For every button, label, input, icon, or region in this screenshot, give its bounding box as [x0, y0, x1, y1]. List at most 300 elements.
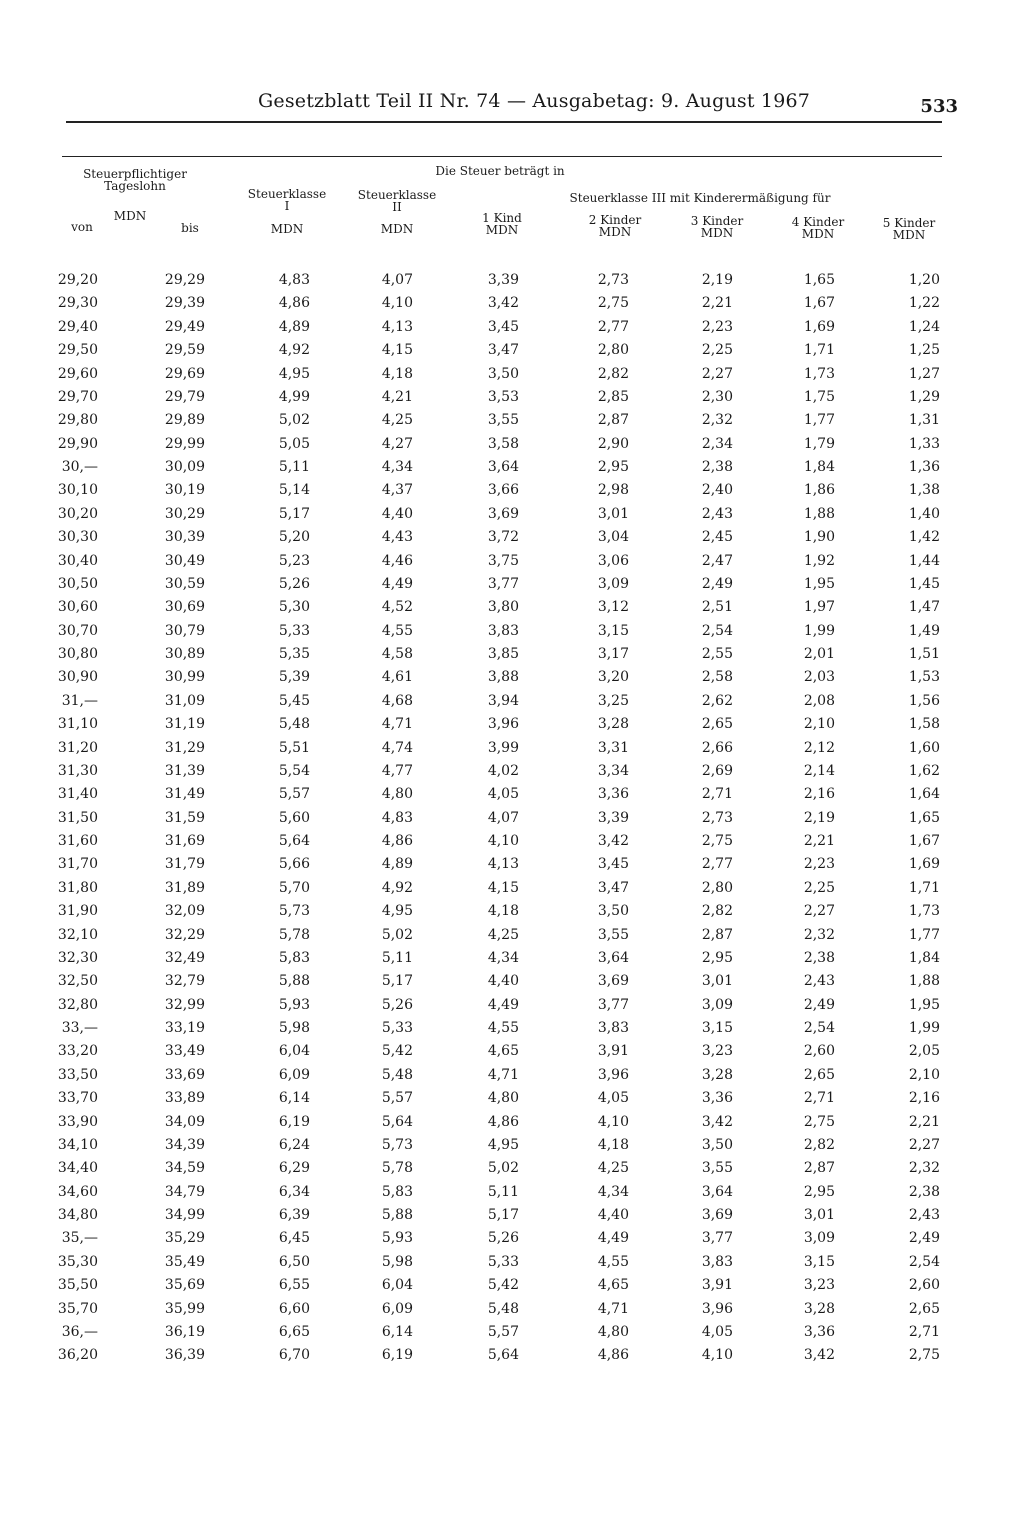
cell-klasse-1: 4,83	[278, 272, 310, 288]
cell-klasse-1: 6,29	[278, 1160, 310, 1177]
cell-klasse-1: 5,11	[278, 459, 310, 475]
table-row	[0, 412, 1024, 435]
cell-bis: 35,99	[164, 1300, 205, 1317]
cell-kinder-1: 4,10	[487, 833, 519, 849]
cell-kinder-1: 4,34	[487, 949, 519, 966]
cell-klasse-2: 4,37	[381, 482, 413, 499]
table-row	[0, 1020, 1024, 1043]
cell-bis: 29,29	[164, 272, 205, 288]
cell-kinder-2: 3,91	[597, 1043, 629, 1060]
cell-klasse-2: 5,42	[381, 1043, 413, 1060]
cell-von: 36,—	[61, 1323, 98, 1340]
cell-klasse-2: 4,89	[381, 856, 413, 873]
cell-kinder-1: 5,11	[487, 1183, 519, 1200]
cell-kinder-2: 3,69	[597, 973, 629, 990]
cell-von: 36,20	[57, 1347, 98, 1364]
cell-von: 35,50	[57, 1277, 98, 1294]
cell-von: 29,40	[57, 318, 98, 335]
cell-bis: 33,89	[164, 1090, 205, 1107]
table-row	[0, 1160, 1024, 1183]
cell-von: 31,30	[57, 762, 98, 779]
page-title: Gesetzblatt Teil II Nr. 74 — Ausgabetag: 9. August 1967	[258, 90, 811, 112]
cell-klasse-1: 5,93	[278, 996, 310, 1013]
kinder-4-title: 4 Kinder	[791, 215, 845, 229]
cell-kinder-1: 3,47	[487, 342, 519, 359]
cell-kinder-2: 2,85	[597, 388, 629, 405]
cell-kinder-4: 2,87	[803, 1160, 835, 1177]
cell-kinder-2: 3,15	[597, 622, 629, 639]
cell-kinder-4: 2,95	[803, 1183, 835, 1200]
cell-kinder-1: 3,55	[487, 412, 519, 429]
cell-kinder-5: 1,88	[908, 973, 940, 990]
cell-kinder-5: 2,21	[908, 1113, 940, 1130]
table-row	[0, 1114, 1024, 1137]
cell-kinder-3: 2,51	[701, 599, 733, 616]
table-row	[0, 319, 1024, 342]
cell-kinder-3: 2,40	[701, 482, 733, 499]
cell-von: 34,40	[57, 1160, 98, 1177]
cell-kinder-4: 2,10	[803, 716, 835, 733]
class1-unit: MDN	[270, 222, 304, 236]
cell-kinder-5: 1,73	[908, 903, 940, 920]
cell-klasse-1: 5,57	[278, 786, 310, 803]
cell-kinder-5: 1,84	[908, 949, 940, 966]
cell-kinder-3: 2,21	[701, 295, 733, 312]
cell-kinder-1: 4,25	[487, 926, 519, 943]
kinder-5-title: 5 Kinder	[882, 216, 936, 230]
table-row	[0, 740, 1024, 763]
cell-klasse-2: 4,55	[381, 622, 413, 639]
cell-kinder-1: 3,66	[487, 482, 519, 499]
cell-kinder-4: 2,25	[803, 879, 835, 896]
cell-kinder-5: 1,25	[908, 342, 940, 359]
table-row	[0, 366, 1024, 389]
cell-kinder-1: 3,64	[487, 459, 519, 475]
cell-kinder-4: 2,01	[803, 646, 835, 662]
cell-kinder-2: 2,77	[597, 318, 629, 335]
cell-kinder-3: 2,87	[701, 926, 733, 943]
cell-klasse-2: 4,21	[381, 388, 413, 405]
cell-kinder-4: 1,92	[803, 552, 835, 569]
cell-klasse-1: 4,95	[278, 365, 310, 382]
cell-klasse-2: 5,33	[381, 1020, 413, 1036]
cell-kinder-3: 2,23	[701, 318, 733, 335]
cell-von: 30,90	[57, 669, 98, 686]
cell-kinder-3: 3,42	[701, 1113, 733, 1130]
cell-kinder-3: 3,96	[701, 1300, 733, 1317]
cell-klasse-2: 5,64	[381, 1113, 413, 1130]
cell-kinder-1: 3,83	[487, 622, 519, 639]
table-row	[0, 669, 1024, 692]
cell-kinder-5: 1,33	[908, 435, 940, 452]
cell-kinder-4: 2,27	[803, 903, 835, 920]
cell-kinder-5: 1,45	[908, 575, 940, 592]
cell-kinder-4: 1,99	[803, 622, 835, 639]
cell-kinder-3: 3,69	[701, 1207, 733, 1223]
cell-kinder-1: 5,42	[487, 1277, 519, 1294]
cell-kinder-2: 3,83	[597, 1020, 629, 1036]
cell-kinder-3: 2,19	[701, 272, 733, 288]
cell-kinder-4: 2,03	[803, 669, 835, 686]
cell-kinder-4: 3,15	[803, 1253, 835, 1270]
cell-kinder-3: 2,69	[701, 762, 733, 779]
cell-kinder-2: 4,49	[597, 1230, 629, 1247]
cell-kinder-2: 4,25	[597, 1160, 629, 1177]
cell-kinder-2: 3,47	[597, 879, 629, 896]
cell-klasse-2: 4,27	[381, 435, 413, 452]
cell-von: 29,50	[57, 342, 98, 359]
cell-kinder-2: 4,80	[597, 1323, 629, 1340]
cell-bis: 33,49	[164, 1043, 205, 1060]
cell-klasse-2: 5,83	[381, 1183, 413, 1200]
cell-kinder-1: 5,48	[487, 1300, 519, 1317]
cell-klasse-1: 6,65	[278, 1323, 310, 1340]
cell-kinder-2: 3,45	[597, 856, 629, 873]
cell-bis: 29,89	[164, 412, 205, 429]
cell-von: 35,—	[61, 1230, 98, 1247]
cell-kinder-5: 1,44	[908, 552, 940, 569]
cell-klasse-2: 6,19	[381, 1347, 413, 1364]
table-row	[0, 1090, 1024, 1113]
cell-kinder-4: 1,88	[803, 505, 835, 522]
cell-kinder-4: 1,95	[803, 575, 835, 592]
cell-kinder-5: 2,49	[908, 1230, 940, 1247]
cell-bis: 32,79	[164, 973, 205, 990]
cell-kinder-1: 3,94	[487, 692, 519, 709]
cell-bis: 29,79	[164, 388, 205, 405]
cell-kinder-4: 1,73	[803, 365, 835, 382]
cell-klasse-1: 6,04	[278, 1043, 310, 1060]
cell-bis: 31,59	[164, 809, 205, 826]
table-row	[0, 950, 1024, 973]
cell-kinder-2: 4,86	[597, 1347, 629, 1364]
cell-kinder-2: 2,98	[597, 482, 629, 499]
cell-klasse-1: 5,60	[278, 809, 310, 826]
cell-kinder-2: 3,01	[597, 505, 629, 522]
cell-klasse-1: 6,55	[278, 1277, 310, 1294]
cell-kinder-2: 3,50	[597, 903, 629, 920]
cell-klasse-1: 6,50	[278, 1253, 310, 1270]
cell-kinder-5: 2,75	[908, 1347, 940, 1364]
col-tageslohn-subtitle: Tageslohn	[104, 179, 166, 193]
cell-von: 30,10	[57, 482, 98, 499]
cell-bis: 29,39	[164, 295, 205, 312]
table-row	[0, 1254, 1024, 1277]
cell-kinder-3: 4,10	[701, 1347, 733, 1364]
cell-klasse-2: 4,74	[381, 739, 413, 756]
group-title: Die Steuer beträgt in	[435, 164, 565, 178]
cell-kinder-1: 3,69	[487, 505, 519, 522]
cell-klasse-2: 5,02	[381, 926, 413, 943]
table-row	[0, 693, 1024, 716]
cell-kinder-2: 4,18	[597, 1136, 629, 1153]
cell-kinder-2: 3,36	[597, 786, 629, 803]
cell-klasse-2: 4,95	[381, 903, 413, 920]
cell-kinder-4: 1,77	[803, 412, 835, 429]
cell-kinder-3: 2,65	[701, 716, 733, 733]
cell-von: 29,70	[57, 388, 98, 405]
cell-von: 31,60	[57, 833, 98, 849]
cell-klasse-2: 5,17	[381, 973, 413, 990]
cell-kinder-2: 3,04	[597, 529, 629, 546]
table-row	[0, 1277, 1024, 1300]
cell-kinder-5: 1,67	[908, 833, 940, 849]
cell-von: 31,80	[57, 879, 98, 896]
cell-bis: 35,49	[164, 1253, 205, 1270]
cell-kinder-2: 2,73	[597, 272, 629, 288]
table-row	[0, 1230, 1024, 1253]
cell-kinder-5: 2,05	[908, 1043, 940, 1060]
cell-klasse-1: 5,02	[278, 412, 310, 429]
cell-kinder-5: 1,51	[908, 646, 940, 662]
cell-kinder-1: 5,26	[487, 1230, 519, 1247]
cell-kinder-3: 2,82	[701, 903, 733, 920]
cell-kinder-4: 3,01	[803, 1207, 835, 1223]
cell-kinder-1: 3,85	[487, 646, 519, 662]
cell-kinder-3: 3,91	[701, 1277, 733, 1294]
kinder-3-title: 3 Kinder	[690, 214, 744, 228]
cell-klasse-1: 5,64	[278, 833, 310, 849]
cell-von: 33,—	[61, 1020, 98, 1036]
cell-kinder-2: 3,34	[597, 762, 629, 779]
cell-kinder-3: 2,80	[701, 879, 733, 896]
cell-von: 32,10	[57, 926, 98, 943]
kinder-3-unit: MDN	[700, 226, 734, 240]
cell-kinder-5: 2,32	[908, 1160, 940, 1177]
cell-kinder-4: 3,23	[803, 1277, 835, 1294]
cell-kinder-3: 2,73	[701, 809, 733, 826]
cell-kinder-5: 1,53	[908, 669, 940, 686]
cell-kinder-5: 1,29	[908, 388, 940, 405]
cell-kinder-3: 2,75	[701, 833, 733, 849]
col-tageslohn-title: Steuerpflichtiger	[83, 167, 187, 181]
cell-kinder-1: 3,50	[487, 365, 519, 382]
cell-kinder-1: 5,02	[487, 1160, 519, 1177]
cell-kinder-5: 1,20	[908, 272, 940, 288]
cell-kinder-5: 1,31	[908, 412, 940, 429]
cell-kinder-4: 2,08	[803, 692, 835, 709]
cell-kinder-3: 2,38	[701, 459, 733, 475]
cell-kinder-4: 2,54	[803, 1020, 835, 1036]
cell-von: 31,50	[57, 809, 98, 826]
cell-kinder-3: 3,64	[701, 1183, 733, 1200]
cell-kinder-4: 1,65	[803, 272, 835, 288]
table-row	[0, 1043, 1024, 1066]
cell-klasse-1: 5,78	[278, 926, 310, 943]
table-row	[0, 436, 1024, 459]
cell-klasse-1: 6,34	[278, 1183, 310, 1200]
cell-kinder-2: 2,95	[597, 459, 629, 475]
cell-klasse-2: 4,71	[381, 716, 413, 733]
cell-kinder-4: 1,79	[803, 435, 835, 452]
cell-klasse-2: 4,86	[381, 833, 413, 849]
cell-kinder-4: 1,84	[803, 459, 835, 475]
cell-kinder-2: 3,31	[597, 739, 629, 756]
cell-kinder-2: 2,90	[597, 435, 629, 452]
cell-bis: 34,99	[164, 1207, 205, 1223]
col-bis: bis	[181, 221, 199, 235]
table-top-rule	[62, 156, 942, 157]
cell-kinder-2: 4,55	[597, 1253, 629, 1270]
cell-bis: 31,39	[164, 762, 205, 779]
cell-kinder-5: 1,40	[908, 505, 940, 522]
cell-bis: 29,99	[164, 435, 205, 452]
cell-kinder-1: 3,42	[487, 295, 519, 312]
cell-kinder-5: 1,77	[908, 926, 940, 943]
cell-kinder-3: 3,50	[701, 1136, 733, 1153]
cell-von: 32,50	[57, 973, 98, 990]
cell-bis: 29,69	[164, 365, 205, 382]
cell-bis: 35,29	[164, 1230, 205, 1247]
cell-kinder-4: 2,38	[803, 949, 835, 966]
cell-von: 29,90	[57, 435, 98, 452]
cell-klasse-2: 4,58	[381, 646, 413, 662]
table-row	[0, 646, 1024, 669]
cell-bis: 30,49	[164, 552, 205, 569]
cell-klasse-2: 5,57	[381, 1090, 413, 1107]
cell-bis: 32,09	[164, 903, 205, 920]
cell-klasse-2: 5,78	[381, 1160, 413, 1177]
cell-bis: 31,69	[164, 833, 205, 849]
cell-kinder-5: 2,60	[908, 1277, 940, 1294]
cell-von: 29,60	[57, 365, 98, 382]
cell-kinder-2: 3,96	[597, 1066, 629, 1083]
cell-kinder-3: 2,62	[701, 692, 733, 709]
cell-kinder-3: 3,01	[701, 973, 733, 990]
class1-roman: I	[284, 199, 290, 213]
cell-klasse-2: 5,73	[381, 1136, 413, 1153]
cell-bis: 33,19	[164, 1020, 205, 1036]
cell-von: 30,40	[57, 552, 98, 569]
cell-kinder-3: 3,09	[701, 996, 733, 1013]
cell-kinder-1: 4,07	[487, 809, 519, 826]
cell-kinder-5: 1,71	[908, 879, 940, 896]
cell-kinder-1: 4,18	[487, 903, 519, 920]
cell-kinder-5: 2,27	[908, 1136, 940, 1153]
cell-kinder-5: 1,69	[908, 856, 940, 873]
cell-kinder-5: 2,10	[908, 1066, 940, 1083]
cell-kinder-4: 2,21	[803, 833, 835, 849]
cell-kinder-4: 2,43	[803, 973, 835, 990]
cell-von: 33,20	[57, 1043, 98, 1060]
cell-klasse-1: 5,35	[278, 646, 310, 662]
cell-kinder-2: 3,55	[597, 926, 629, 943]
cell-bis: 30,39	[164, 529, 205, 546]
table-row	[0, 272, 1024, 295]
kinder-1-unit: MDN	[485, 223, 519, 237]
cell-von: 30,20	[57, 505, 98, 522]
table-row	[0, 973, 1024, 996]
cell-kinder-5: 1,49	[908, 622, 940, 639]
cell-klasse-1: 4,92	[278, 342, 310, 359]
cell-klasse-1: 6,39	[278, 1207, 310, 1223]
cell-kinder-1: 4,71	[487, 1066, 519, 1083]
cell-klasse-1: 4,86	[278, 295, 310, 312]
class3-title: Steuerklasse III mit Kinderermäßigung für	[569, 191, 831, 205]
cell-kinder-1: 5,17	[487, 1207, 519, 1223]
cell-klasse-1: 5,48	[278, 716, 310, 733]
cell-klasse-2: 4,13	[381, 318, 413, 335]
cell-kinder-1: 5,33	[487, 1253, 519, 1270]
cell-klasse-1: 5,33	[278, 622, 310, 639]
cell-kinder-1: 3,39	[487, 272, 519, 288]
cell-klasse-1: 6,24	[278, 1136, 310, 1153]
table-row	[0, 482, 1024, 505]
cell-kinder-4: 2,14	[803, 762, 835, 779]
cell-bis: 30,79	[164, 622, 205, 639]
cell-klasse-2: 4,15	[381, 342, 413, 359]
cell-klasse-1: 5,05	[278, 435, 310, 452]
table-row	[0, 506, 1024, 529]
cell-kinder-1: 3,45	[487, 318, 519, 335]
cell-klasse-2: 4,40	[381, 505, 413, 522]
cell-kinder-2: 4,65	[597, 1277, 629, 1294]
table-row	[0, 295, 1024, 318]
table-row	[0, 810, 1024, 833]
cell-von: 34,80	[57, 1207, 98, 1223]
cell-klasse-1: 6,70	[278, 1347, 310, 1364]
cell-von: 31,20	[57, 739, 98, 756]
cell-kinder-4: 1,71	[803, 342, 835, 359]
cell-bis: 31,49	[164, 786, 205, 803]
cell-kinder-5: 1,56	[908, 692, 940, 709]
cell-kinder-1: 3,88	[487, 669, 519, 686]
cell-von: 29,30	[57, 295, 98, 312]
cell-kinder-5: 2,16	[908, 1090, 940, 1107]
cell-kinder-2: 3,28	[597, 716, 629, 733]
cell-klasse-1: 5,39	[278, 669, 310, 686]
cell-kinder-5: 2,38	[908, 1183, 940, 1200]
cell-kinder-1: 4,80	[487, 1090, 519, 1107]
cell-klasse-2: 5,88	[381, 1207, 413, 1223]
cell-bis: 30,59	[164, 575, 205, 592]
cell-bis: 31,79	[164, 856, 205, 873]
cell-von: 30,—	[61, 459, 98, 475]
cell-kinder-5: 1,22	[908, 295, 940, 312]
cell-kinder-3: 3,15	[701, 1020, 733, 1036]
cell-kinder-2: 3,09	[597, 575, 629, 592]
cell-kinder-1: 5,64	[487, 1347, 519, 1364]
cell-klasse-2: 4,83	[381, 809, 413, 826]
table-row	[0, 880, 1024, 903]
cell-kinder-4: 1,75	[803, 388, 835, 405]
cell-kinder-4: 1,90	[803, 529, 835, 546]
cell-kinder-2: 4,71	[597, 1300, 629, 1317]
cell-kinder-3: 2,32	[701, 412, 733, 429]
table-row	[0, 529, 1024, 552]
cell-bis: 29,49	[164, 318, 205, 335]
cell-klasse-2: 4,77	[381, 762, 413, 779]
cell-kinder-3: 3,55	[701, 1160, 733, 1177]
cell-von: 31,40	[57, 786, 98, 803]
cell-bis: 31,19	[164, 716, 205, 733]
table-row	[0, 716, 1024, 739]
cell-kinder-1: 3,96	[487, 716, 519, 733]
cell-von: 29,20	[57, 272, 98, 288]
cell-klasse-1: 5,14	[278, 482, 310, 499]
table-row	[0, 576, 1024, 599]
col-von: von	[71, 220, 93, 234]
cell-kinder-5: 1,58	[908, 716, 940, 733]
table-row	[0, 786, 1024, 809]
cell-kinder-1: 3,80	[487, 599, 519, 616]
class2-roman: II	[392, 200, 402, 214]
cell-bis: 30,09	[164, 459, 205, 475]
cell-kinder-1: 4,55	[487, 1020, 519, 1036]
cell-kinder-4: 2,12	[803, 739, 835, 756]
cell-kinder-5: 1,36	[908, 459, 940, 475]
cell-kinder-2: 2,80	[597, 342, 629, 359]
